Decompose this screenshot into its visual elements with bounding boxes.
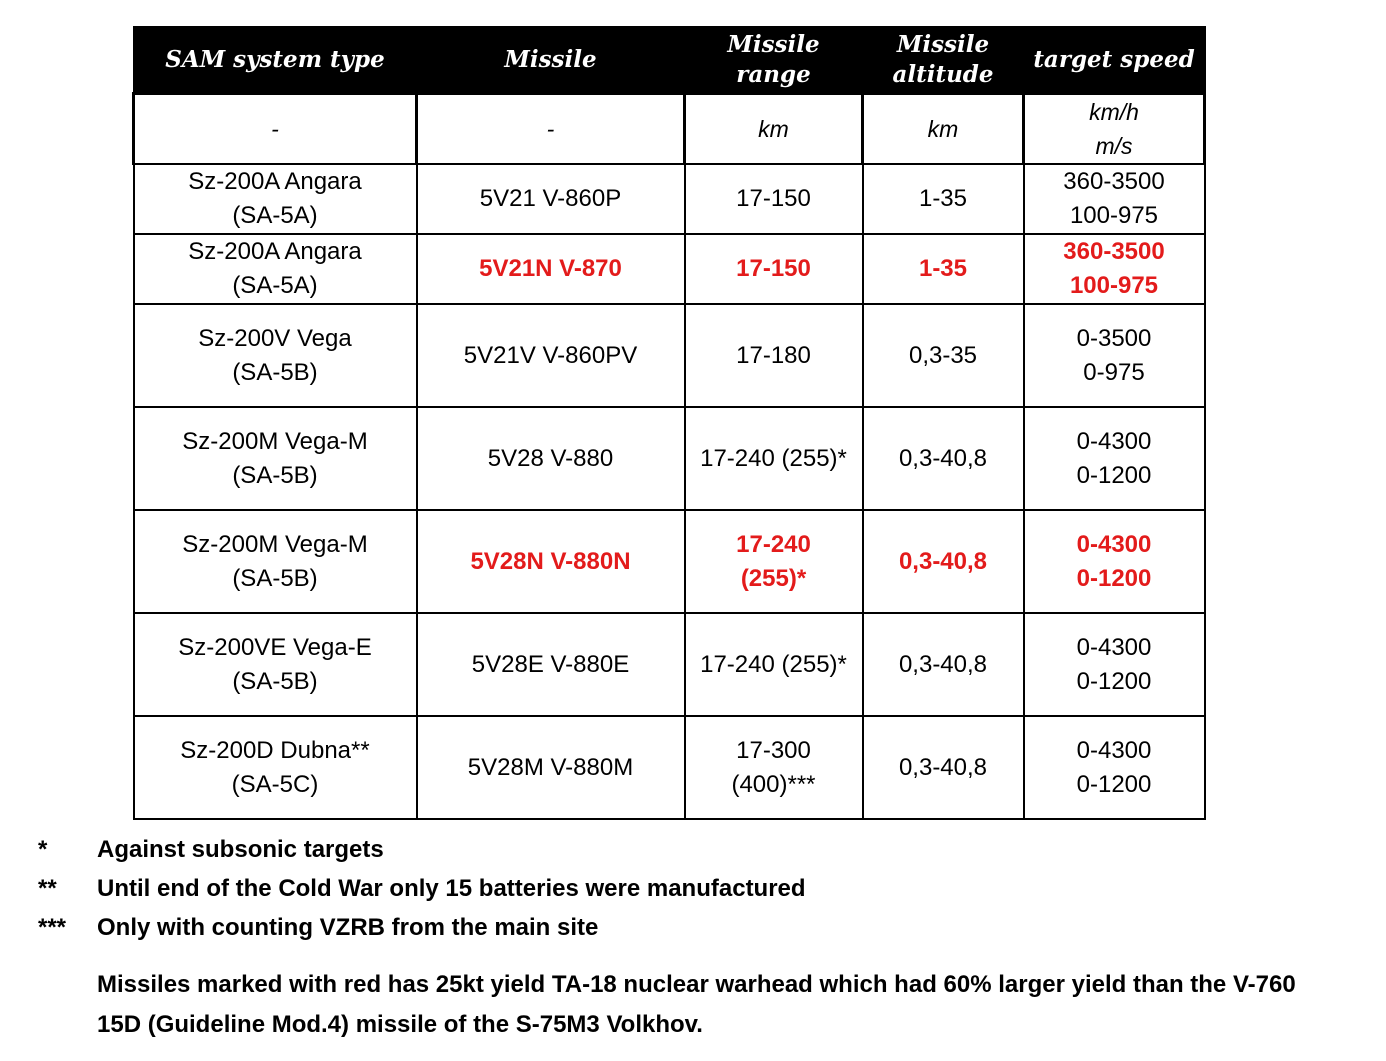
cell-range-line: 17-150: [736, 255, 811, 282]
table-row: [134, 234, 1205, 304]
cell-speed-line: 0-4300: [1076, 736, 1152, 764]
cell-altitude: 1-35: [863, 164, 1024, 234]
cell-speed-line: 0-4300: [1076, 530, 1152, 558]
header-missile: Missile: [417, 27, 685, 94]
cell-range: [685, 304, 863, 407]
footnote-mark: ***: [38, 914, 67, 941]
cell-range-line: 17-240 (255)*: [700, 650, 847, 678]
cell-speed-line: 360-3500: [1063, 168, 1165, 195]
cell-speed-line: 0-3500: [1076, 324, 1152, 352]
cell-speed: [1024, 234, 1205, 304]
cell-speed-line: 0-1200: [1076, 667, 1152, 695]
unit-altitude: km: [863, 94, 1024, 165]
unit-speed: [1024, 94, 1205, 165]
cell-speed-line: 360-3500: [1063, 238, 1165, 265]
table-row: [134, 510, 1205, 613]
cell-missile: 5V21 V-860P: [417, 164, 685, 234]
cell-system-line: (SA-5B): [232, 564, 318, 592]
cell-range: [685, 510, 863, 613]
header-range-line: range: [736, 61, 811, 88]
cell-missile: 5V28E V-880E: [417, 613, 685, 716]
cell-system-line: Sz-200A Angara: [188, 238, 362, 265]
cell-range-line: 17-180: [736, 341, 811, 369]
header-row: [134, 27, 1205, 94]
header-altitude-line: altitude: [892, 61, 994, 88]
unit-speed-line: m/s: [1095, 133, 1133, 159]
header-range: [685, 27, 863, 94]
cell-range: [685, 613, 863, 716]
cell-range-line: 17-240: [736, 530, 811, 558]
cell-altitude: 0,3-40,8: [863, 407, 1024, 510]
cell-range-line: (400)***: [731, 770, 816, 798]
cell-altitude: 0,3-40,8: [863, 716, 1024, 819]
header-system: SAM system type: [134, 27, 417, 94]
cell-system-line: Sz-200V Vega: [198, 324, 352, 352]
cell-system-line: (SA-5A): [232, 272, 318, 299]
cell-speed-line: 0-1200: [1076, 770, 1152, 798]
footnote-mark: *: [38, 836, 48, 863]
header-range-line: Missile: [727, 31, 820, 58]
header-altitude: [863, 27, 1024, 94]
footnote-text: Until end of the Cold War only 15 batteries were manufactured: [97, 875, 806, 902]
units-row: [134, 94, 1205, 165]
unit-missile: -: [417, 94, 685, 165]
cell-system: [134, 407, 417, 510]
nuclear-warhead-remark: [97, 965, 1357, 1045]
cell-speed: [1024, 304, 1205, 407]
remark-line: Missiles marked with red has 25kt yield TA-18 nuclear warhead which had 60% larger yield than the V-760: [97, 971, 1296, 998]
table-row: [134, 164, 1205, 234]
cell-missile: 5V28M V-880M: [417, 716, 685, 819]
cell-speed: [1024, 510, 1205, 613]
sam-systems-table: [132, 26, 1206, 820]
cell-system-line: (SA-5C): [231, 770, 319, 798]
cell-system-line: Sz-200VE Vega-E: [178, 633, 372, 661]
table-row: [134, 407, 1205, 510]
cell-missile: 5V21N V-870: [417, 234, 685, 304]
cell-speed: [1024, 613, 1205, 716]
cell-speed-line: 100-975: [1069, 202, 1159, 229]
table-row: [134, 304, 1205, 407]
cell-system: [134, 613, 417, 716]
cell-speed: [1024, 164, 1205, 234]
cell-speed: [1024, 407, 1205, 510]
cell-system: [134, 716, 417, 819]
cell-altitude: 1-35: [863, 234, 1024, 304]
cell-range-line: 17-150: [736, 185, 811, 212]
cell-speed: [1024, 716, 1205, 819]
cell-speed-line: 0-4300: [1076, 427, 1152, 455]
footnote-text: Only with counting VZRB from the main site: [97, 914, 599, 941]
cell-system-line: (SA-5B): [232, 358, 318, 386]
cell-altitude: 0,3-35: [863, 304, 1024, 407]
cell-missile: 5V28N V-880N: [417, 510, 685, 613]
cell-system: [134, 510, 417, 613]
cell-system-line: (SA-5B): [232, 667, 318, 695]
cell-system-line: Sz-200M Vega-M: [182, 530, 368, 558]
cell-range: [685, 164, 863, 234]
cell-speed-line: 0-975: [1083, 358, 1145, 386]
cell-missile: 5V28 V-880: [417, 407, 685, 510]
cell-altitude: 0,3-40,8: [863, 510, 1024, 613]
header-speed: target speed: [1024, 27, 1205, 94]
cell-speed-line: 100-975: [1069, 272, 1159, 299]
header-altitude-line: Missile: [896, 31, 990, 58]
cell-system: [134, 234, 417, 304]
cell-speed-line: 0-4300: [1076, 633, 1152, 661]
cell-system-line: Sz-200M Vega-M: [182, 427, 368, 455]
cell-system: [134, 304, 417, 407]
cell-system-line: (SA-5A): [232, 202, 318, 229]
cell-range: [685, 234, 863, 304]
cell-system: [134, 164, 417, 234]
cell-system-line: (SA-5B): [232, 461, 318, 489]
unit-range: km: [685, 94, 863, 165]
cell-missile: 5V21V V-860PV: [417, 304, 685, 407]
unit-system: -: [134, 94, 417, 165]
footnote-mark: **: [38, 875, 57, 902]
cell-system-line: Sz-200A Angara: [188, 168, 362, 195]
cell-speed-line: 0-1200: [1076, 564, 1152, 592]
cell-system-line: Sz-200D Dubna**: [180, 736, 370, 764]
cell-range: [685, 407, 863, 510]
cell-range-line: 17-240 (255)*: [700, 444, 847, 472]
table-row: [134, 613, 1205, 716]
unit-speed-line: km/h: [1089, 99, 1139, 125]
table-row: [134, 716, 1205, 819]
cell-range-line: 17-300: [736, 736, 811, 764]
remark-line: 15D (Guideline Mod.4) missile of the S-75M3 Volkhov.: [97, 1011, 703, 1038]
cell-altitude: 0,3-40,8: [863, 613, 1024, 716]
footnote-text: Against subsonic targets: [97, 836, 384, 863]
cell-range-line: (255)*: [740, 564, 807, 592]
cell-speed-line: 0-1200: [1076, 461, 1152, 489]
cell-range: [685, 716, 863, 819]
